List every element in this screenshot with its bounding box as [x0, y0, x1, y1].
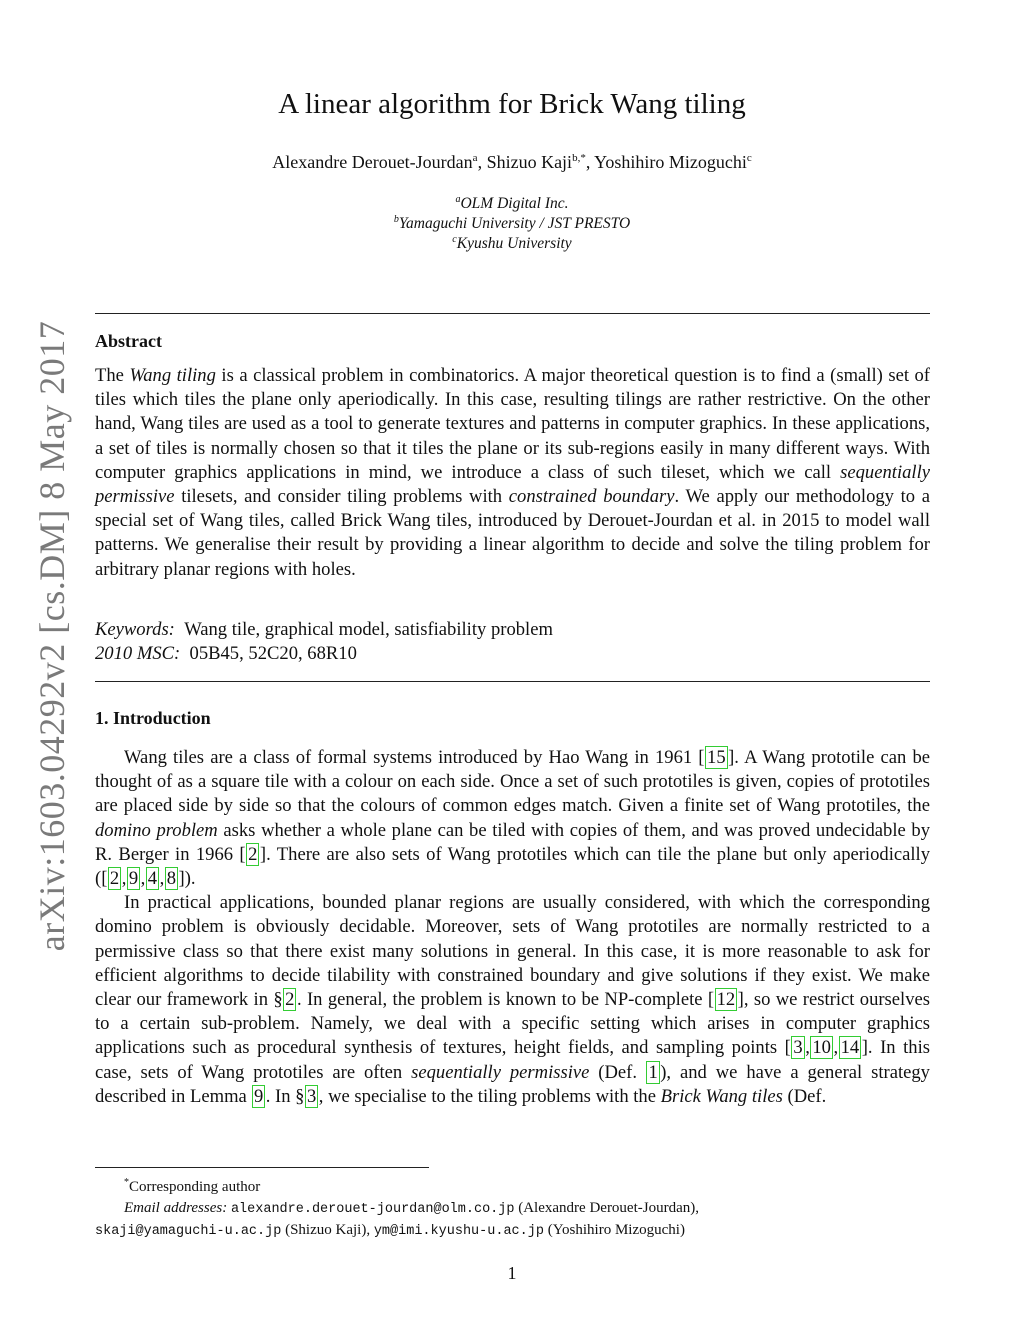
- author-affiliation-mark: b,*: [572, 152, 586, 164]
- term-wang-tiling: Wang tiling: [129, 365, 216, 386]
- citation-link[interactable]: 8: [166, 868, 177, 890]
- citation-link[interactable]: 12: [716, 989, 736, 1011]
- msc-label: 2010 MSC:: [95, 643, 181, 665]
- author-affiliation-mark: c: [746, 152, 752, 164]
- author-name: Shizuo Kaji: [486, 152, 573, 172]
- arxiv-identifier-stamp: arXiv:1603.04292v2 [cs.DM] 8 May 2017: [32, 320, 72, 952]
- affiliation: $^a$OLM Digital Inc.: [455, 194, 569, 213]
- paragraph: In practical applications, bounded planar regions are usually considered, with which the corresponding domino problem is obviously decidable. Moreover, sets of Wang prototiles are normally restricted to a permissive class so that there exist many solutions in general. In this case, it is more reasonable to ask for efficient algorithms to decide tilability with constrained boundary and give solutions if they exist. We make clear our framework in § 2 . In general, the problem is known to be NP-complete [ 12 ], so we restrict ourselves to a certain sub-problem. Namely, we deal with a specific setting which arises in computer graphics applications such as procedural synthesis of textures, height fields, and sampling points [ 3 , 10 , 14 ]. In this case, sets of Wang prototiles are often sequentially permissive (Def. 1 ), and we have a general strategy described in Lemma 9 . In § 3 , we specialise to the tiling problems with the Brick Wang tiles (Def.: [95, 892, 930, 1107]
- definition-link[interactable]: 1: [648, 1061, 658, 1083]
- citation-link[interactable]: 4: [147, 868, 158, 890]
- author-name: Alexandre Derouet-Jourdan: [272, 152, 473, 172]
- citation-link[interactable]: 3: [793, 1037, 803, 1059]
- citation-link[interactable]: 15: [707, 747, 726, 768]
- citation-link[interactable]: 10: [812, 1037, 831, 1059]
- affiliation: $^b$Yamaguchi University / JST PRESTO: [393, 214, 631, 233]
- msc-value: 05B45, 52C20, 68R10: [189, 643, 357, 665]
- affiliation: $^c$Kyushu University: [452, 234, 572, 253]
- email-link[interactable]: alexandre.derouet-jourdan@olm.co.jp: [230, 1202, 515, 1217]
- paragraph: Wang tiles are a class of formal systems introduced by Hao Wang in 1961 [ 15 ]. A Wang prototile can be thought of as a square tile with a colour on each side. Once a set of such prototiles is given, copies of prototiles are placed side by side so that the colours of common edges match. Given a finite set of Wang prototiles, the domino problem asks whether a whole plane can be tiled with copies of them, and was proved undecidable by R. Berger in 1966 [ 2 ]. There are also sets of Wang prototiles which can tile the plane but only aperiodically ([ 2 , 9 , 4 , 8 ]).: [95, 747, 930, 890]
- email-link[interactable]: ym@imi.kyushu-u.ac.jp: [373, 1224, 544, 1239]
- abstract-heading: Abstract: [95, 331, 162, 351]
- keywords-value: Wang tile, graphical model, satisfiability problem: [184, 619, 553, 640]
- section-link[interactable]: 2: [285, 989, 295, 1011]
- citation-link[interactable]: 9: [128, 868, 139, 890]
- corresponding-author-note: Corresponding author: [129, 1179, 261, 1195]
- citation-link[interactable]: 2: [109, 868, 120, 890]
- email-link[interactable]: skaji@yamaguchi-u.ac.jp: [95, 1224, 282, 1239]
- citation-link[interactable]: 14: [840, 1037, 860, 1059]
- lemma-link[interactable]: 9: [253, 1085, 264, 1107]
- introduction-body: [95, 746, 930, 1109]
- top-divider: [95, 313, 930, 314]
- paper-title: A linear algorithm for Brick Wang tiling: [278, 88, 746, 120]
- footnote-divider: [95, 1167, 429, 1168]
- footnotes: *Corresponding author Email addresses: alexandre.derouet-jourdan@olm.co.jp (Alexandre Derouet-Jourdan), skaji@yamaguchi-u.ac.jp (Shizuo Kaji), ym@imi.kyushu-u.ac.jp (Yoshihiro Mizoguchi): [95, 1177, 699, 1239]
- section-heading-introduction: 1. Introduction: [95, 708, 211, 728]
- author-list: Alexandre Derouet-Jourdan$^a$, Shizuo Kaji$^{b,*}$, Yoshihiro Mizoguchi$^c$: [272, 152, 752, 172]
- citation-link[interactable]: 2: [248, 843, 258, 865]
- author-affiliation-mark: a: [472, 152, 478, 164]
- keywords: [95, 618, 930, 666]
- abstract-body: The Wang tiling is a classical problem in combinatorics. A major theoretical question is to find a (small) set of tiles which tiles the plane only aperiodically. In this case, resulting tilings are rather restrictive. On the other hand, Wang tiles are used as a tool to generate textures and patterns in computer graphics. In these applications, a set of tiles is normally chosen so that it tiles the plane or its sub-regions easily in many different ways. With computer graphics applications in mind, we introduce a class of such tileset, which we call sequentially permissive tilesets, and consider tiling problems with constrained boundary. We apply our methodology to a special set of Wang tiles, called Brick Wang tiles, introduced by Derouet-Jourdan et al. in 2015 to model wall patterns. We generalise their result by providing a linear algorithm to decide and solve the tiling problem for arbitrary planar regions with holes.: [95, 365, 930, 580]
- keywords-label: Keywords:: [95, 619, 175, 640]
- section-link[interactable]: 3: [306, 1085, 317, 1107]
- author-name: Yoshihiro Mizoguchi: [594, 152, 747, 172]
- page-number: 1: [507, 1263, 517, 1283]
- bottom-divider: [95, 681, 930, 682]
